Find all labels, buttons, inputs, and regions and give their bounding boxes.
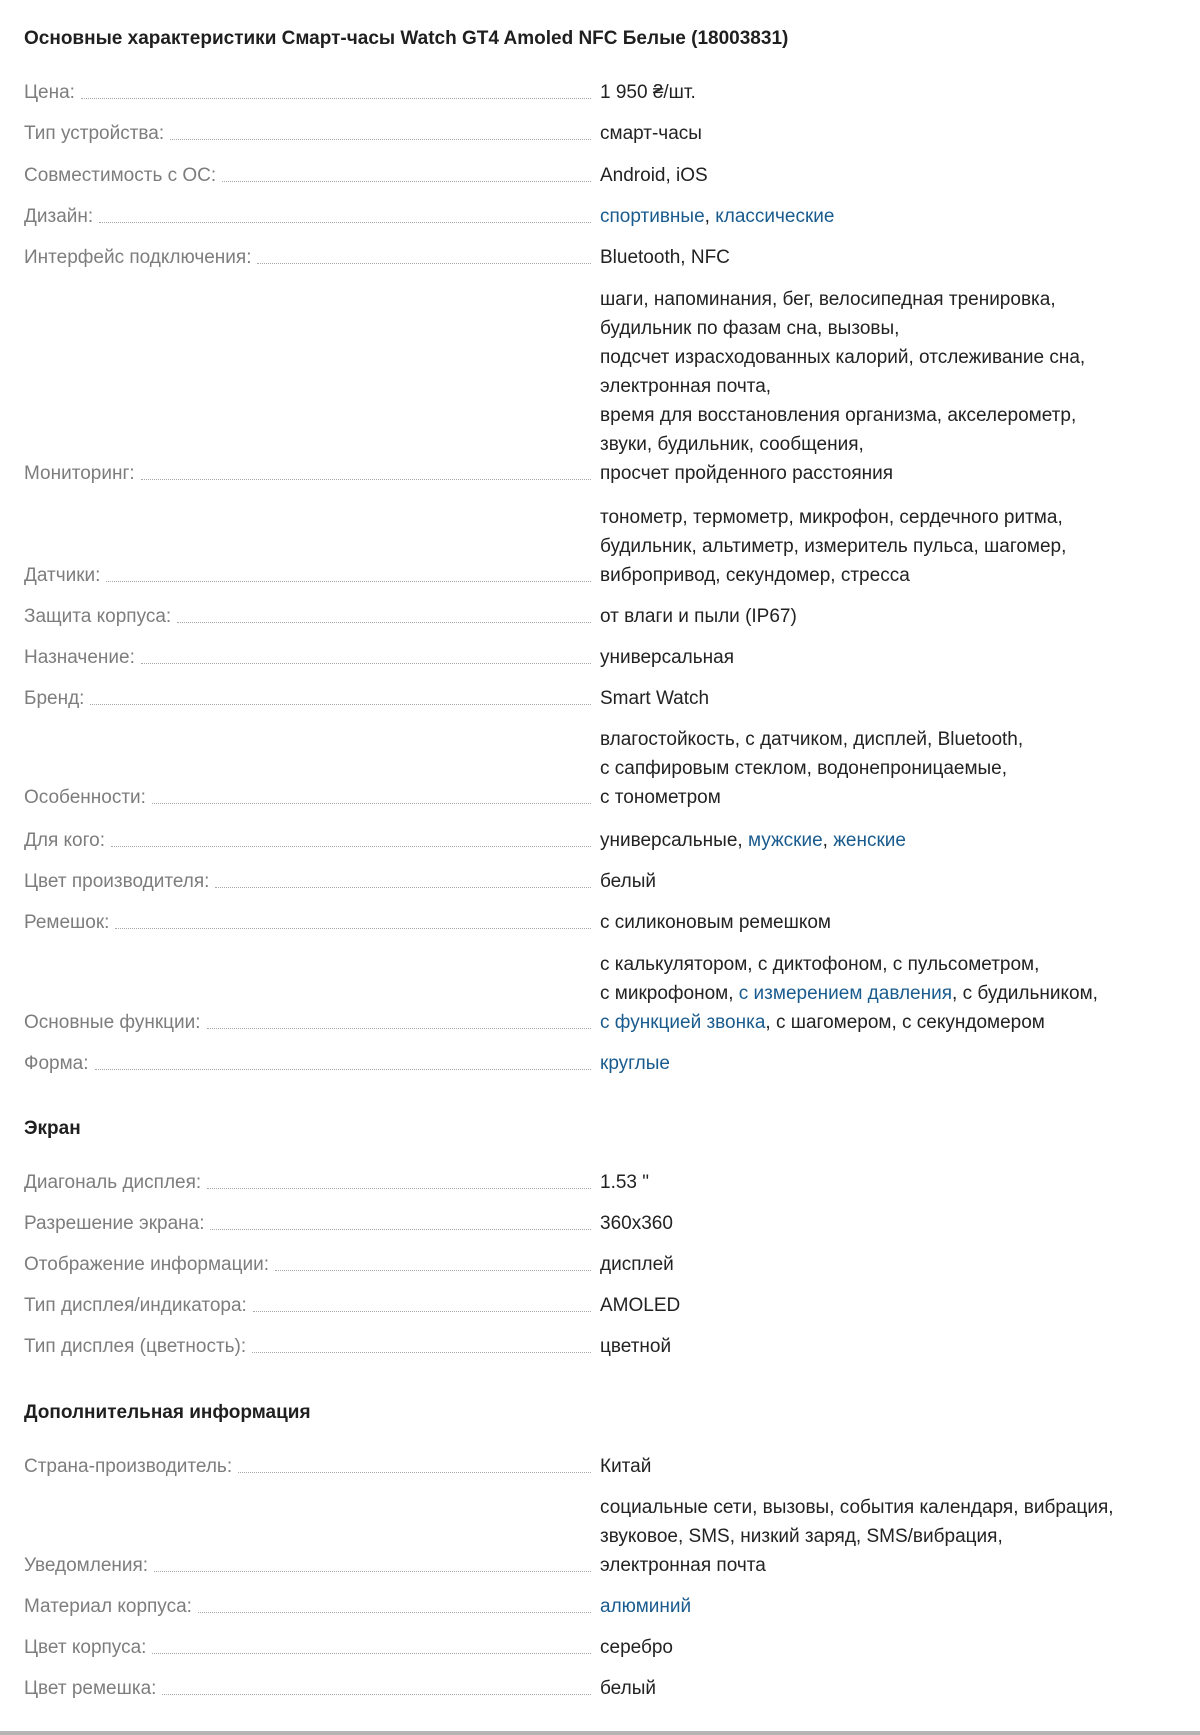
bottom-divider	[0, 1731, 1200, 1735]
spec-label: Форма:	[24, 1053, 89, 1074]
dotted-leader	[215, 887, 591, 888]
spec-value: Android, iOS	[600, 165, 708, 186]
spec-row-color-type	[0, 1332, 1200, 1361]
spec-label: Цвет производителя:	[24, 871, 210, 892]
spec-label: Цвет ремешка:	[24, 1678, 157, 1699]
spec-label: Мониторинг:	[24, 463, 135, 484]
dotted-leader	[81, 98, 591, 99]
spec-label: Основные функции:	[24, 1012, 201, 1033]
dotted-leader	[253, 1311, 591, 1312]
spec-value: универсальная	[600, 647, 735, 668]
shape-link-round[interactable]: круглые	[600, 1053, 670, 1074]
material-link-aluminium[interactable]: алюминий	[600, 1596, 692, 1617]
dotted-leader	[257, 263, 591, 264]
spec-value: белый	[600, 1678, 656, 1699]
spec-label: Разрешение экрана:	[24, 1213, 205, 1234]
spec-row-features	[0, 725, 1200, 812]
value-line: шаги, напоминания, бег, велосипедная тренировка,	[600, 289, 1056, 310]
spec-row-strap	[0, 908, 1200, 937]
section-title-extra: Дополнительная информация	[24, 1402, 311, 1423]
value-line: подсчет израсходованных калорий, отслеживание сна,	[600, 347, 1086, 368]
spec-label: Уведомления:	[24, 1555, 149, 1576]
value-text: , с будильником,	[952, 983, 1098, 1004]
value-line: влагостойкость, с датчиком, дисплей, Bluetooth,	[600, 729, 1024, 750]
design-link-classic[interactable]: классические	[715, 206, 835, 227]
spec-value	[600, 725, 1190, 812]
spec-value: цветной	[600, 1336, 672, 1357]
spec-value: 1.53 "	[600, 1172, 650, 1193]
value-line: время для восстановления организма, акселерометр,	[600, 405, 1077, 426]
spec-row-info-display	[0, 1250, 1200, 1279]
dotted-leader	[154, 1571, 591, 1572]
dotted-leader	[275, 1270, 591, 1271]
value-text: универсальные,	[600, 830, 748, 851]
spec-row-body-color	[0, 1633, 1200, 1662]
spec-value: Smart Watch	[600, 688, 710, 709]
value-line: будильник, альтиметр, измеритель пульса, шагомер,	[600, 536, 1067, 557]
spec-row-resolution	[0, 1209, 1200, 1238]
spec-row-strap-color	[0, 1674, 1200, 1703]
spec-value: Bluetooth, NFC	[600, 247, 730, 268]
spec-label: Материал корпуса:	[24, 1596, 192, 1617]
value-text: , с шагомером, с секундомером	[765, 1012, 1045, 1033]
spec-value	[600, 950, 1190, 1037]
spec-row-notifications	[0, 1493, 1200, 1580]
spec-value	[600, 826, 1190, 855]
dotted-leader	[90, 704, 591, 705]
dotted-leader	[141, 663, 591, 664]
dotted-leader	[207, 1028, 591, 1029]
spec-value: от влаги и пыли (IP67)	[600, 606, 797, 627]
spec-label: Для кого:	[24, 830, 105, 851]
dotted-leader	[99, 222, 591, 223]
spec-row-brand	[0, 684, 1200, 713]
spec-label: Диагональ дисплея:	[24, 1172, 202, 1193]
separator: ,	[704, 206, 716, 227]
dotted-leader	[170, 139, 591, 140]
spec-value	[600, 202, 1190, 231]
dotted-leader	[177, 622, 591, 623]
spec-value	[600, 1049, 1190, 1078]
spec-value	[600, 503, 1190, 590]
spec-value: AMOLED	[600, 1295, 681, 1316]
dotted-leader	[106, 581, 591, 582]
spec-label: Тип дисплея (цветность):	[24, 1336, 247, 1357]
spec-row-monitoring	[0, 285, 1200, 488]
value-line: будильник по фазам сна, вызовы,	[600, 318, 900, 339]
spec-row-body-material	[0, 1592, 1200, 1621]
value-line: тонометр, термометр, микрофон, сердечного ритма,	[600, 507, 1063, 528]
spec-label: Тип устройства:	[24, 123, 165, 144]
spec-label: Назначение:	[24, 647, 135, 668]
spec-label: Защита корпуса:	[24, 606, 172, 627]
spec-value: смарт-часы	[600, 123, 702, 144]
spec-value	[600, 1493, 1190, 1580]
spec-label: Ремешок:	[24, 912, 110, 933]
dotted-leader	[210, 1229, 591, 1230]
dotted-leader	[115, 928, 591, 929]
function-link-pressure[interactable]: с измерением давления	[738, 983, 953, 1004]
value-line: звуковое, SMS, низкий заряд, SMS/вибрация,	[600, 1526, 1003, 1547]
value-line: звуки, будильник, сообщения,	[600, 434, 864, 455]
value-text: с микрофоном,	[600, 983, 739, 1004]
spec-row-interface	[0, 243, 1200, 272]
spec-row-device-type	[0, 119, 1200, 148]
spec-row-diagonal	[0, 1168, 1200, 1197]
value-line: электронная почта	[600, 1555, 766, 1576]
value-line: электронная почта,	[600, 376, 772, 397]
spec-label: Бренд:	[24, 688, 85, 709]
value-line: вибропривод, секундомер, стресса	[600, 565, 910, 586]
dotted-leader	[152, 1653, 591, 1654]
spec-value	[600, 1592, 1190, 1621]
spec-row-purpose	[0, 643, 1200, 672]
spec-label: Страна-производитель:	[24, 1456, 233, 1477]
dotted-leader	[141, 479, 591, 480]
spec-row-os-compat	[0, 161, 1200, 190]
spec-value: серебро	[600, 1637, 674, 1658]
dotted-leader	[238, 1472, 591, 1473]
spec-row-display-type	[0, 1291, 1200, 1320]
spec-value: 360x360	[600, 1213, 673, 1234]
dotted-leader	[162, 1694, 591, 1695]
spec-value	[600, 285, 1190, 488]
for-whom-link-men[interactable]: мужские	[747, 830, 823, 851]
value-line: с тонометром	[600, 787, 721, 808]
dotted-leader	[111, 846, 591, 847]
spec-label: Тип дисплея/индикатора:	[24, 1295, 247, 1316]
dotted-leader	[152, 803, 591, 804]
dotted-leader	[95, 1069, 592, 1070]
spec-value: 1 950 ₴/шт.	[600, 82, 696, 103]
value-line	[600, 979, 1190, 1008]
spec-row-country	[0, 1452, 1200, 1481]
spec-row-protection	[0, 602, 1200, 631]
value-line	[600, 1008, 1190, 1037]
function-link-call[interactable]: с функцией звонка	[600, 1012, 766, 1033]
page-title: Основные характеристики Смарт-часы Watch GT4 Amoled NFC Белые (18003831)	[24, 28, 789, 49]
spec-label: Цена:	[24, 82, 75, 103]
dotted-leader	[198, 1612, 591, 1613]
spec-value: дисплей	[600, 1254, 674, 1275]
spec-value: Китай	[600, 1456, 652, 1477]
spec-label: Особенности:	[24, 787, 146, 808]
spec-row-design	[0, 202, 1200, 231]
spec-row-shape	[0, 1049, 1200, 1078]
spec-value: белый	[600, 871, 656, 892]
spec-label: Датчики:	[24, 565, 101, 586]
value-line: просчет пройденного расстояния	[600, 463, 893, 484]
spec-label: Дизайн:	[24, 206, 94, 227]
section-title-screen: Экран	[24, 1118, 81, 1139]
for-whom-link-women[interactable]: женские	[833, 830, 906, 851]
spec-row-functions	[0, 950, 1200, 1037]
dotted-leader	[252, 1352, 591, 1353]
value-line: социальные сети, вызовы, события календаря, вибрация,	[600, 1497, 1114, 1518]
spec-row-price	[0, 78, 1200, 107]
value-line: с калькулятором, с диктофоном, с пульсометром,	[600, 954, 1040, 975]
spec-value: с силиконовым ремешком	[600, 912, 831, 933]
spec-label: Интерфейс подключения:	[24, 247, 252, 268]
dotted-leader	[222, 181, 591, 182]
value-line: с сапфировым стеклом, водонепроницаемые,	[600, 758, 1008, 779]
spec-label: Цвет корпуса:	[24, 1637, 147, 1658]
spec-row-for-whom	[0, 826, 1200, 855]
spec-label: Отображение информации:	[24, 1254, 269, 1275]
separator: ,	[822, 830, 834, 851]
spec-row-maker-color	[0, 867, 1200, 896]
dotted-leader	[207, 1188, 591, 1189]
spec-row-sensors	[0, 503, 1200, 590]
design-link-sport[interactable]: спортивные	[600, 206, 705, 227]
spec-label: Совместимость с ОС:	[24, 165, 217, 186]
